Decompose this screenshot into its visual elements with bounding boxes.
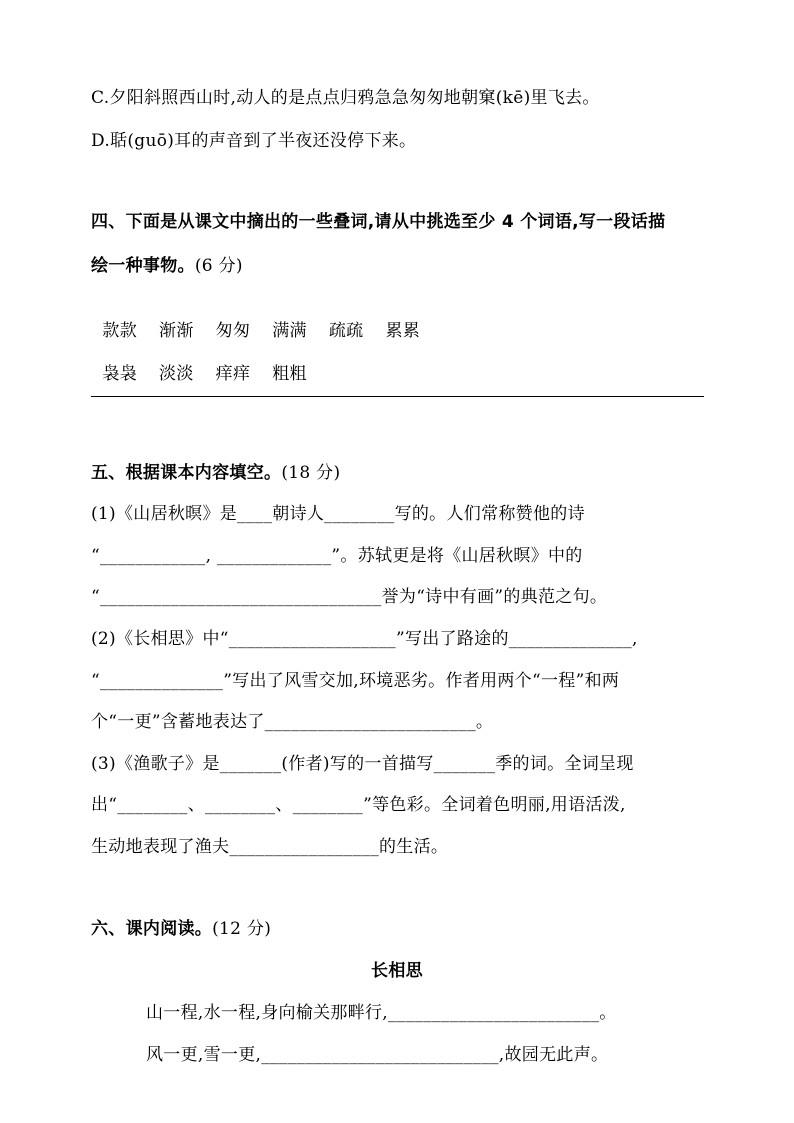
section5-q3-line1: (3)《渔歌子》是_______(作者)写的一首描写_______季的词。全词呈现 (91, 754, 634, 774)
section6-heading-text: 六、课内阅读。 (91, 919, 213, 939)
section4-heading-text: 绘一种事物。 (91, 256, 195, 276)
section5-q1-line3: “________________________________誉为“诗中有画”的典范之句。 (91, 587, 608, 607)
section5-q1-line1: (1)《山居秋暝》是____朝诗人________写的。人们常称赞他的诗 (91, 504, 585, 524)
section5-q2-line3: 个“一更”含蓄地表达了________________________。 (91, 712, 494, 732)
poem-title: 长相思 (371, 961, 423, 981)
section5-q1-line2: “____________, _____________”。苏轼更是将《山居秋暝》中的 (91, 546, 583, 566)
poem-line1: 山一程,水一程,身向榆关那畔行,________________________。 (146, 1003, 617, 1023)
word-item: 渐渐 (159, 321, 194, 341)
word-list-row1 (91, 295, 706, 343)
section5-q2-line2: “______________”写出了风雪交加,环境恶劣。作者用两个“一程”和两 (91, 671, 620, 691)
section5-points: (18 分) (281, 463, 341, 483)
section5-q2-line1: (2)《长相思》中“___________________”写出了路途的______________, (91, 629, 638, 649)
section6-heading (91, 917, 706, 941)
word-item: 疏疏 (328, 321, 364, 341)
section5-heading (91, 461, 706, 485)
poem-line2: 风一更,雪一更,___________________________,故园无此声。 (146, 1045, 609, 1065)
word-item: 款款 (102, 321, 138, 341)
section5-heading-text: 五、根据课本内容填空。 (91, 463, 282, 483)
section5-q3-line3: 生动地表现了渔夫_________________的生活。 (91, 837, 449, 857)
word-item: 匆匆 (215, 321, 251, 341)
word-item: 淡淡 (159, 364, 194, 384)
word-item: 满满 (272, 321, 307, 341)
word-item: 累累 (385, 321, 421, 341)
option-d: D.聒(guō)耳的声音到了半夜还没停下来。 (91, 131, 417, 151)
section5-q3-line2: 出“________、________、________”等色彩。全词着色明丽,用语活泼, (91, 795, 626, 815)
answer-line[interactable] (91, 396, 704, 397)
word-item: 袅袅 (102, 364, 138, 384)
section4-heading-line2 (91, 254, 706, 278)
word-item: 粗粗 (272, 364, 307, 384)
word-item: 痒痒 (215, 364, 251, 384)
section6-points: (12 分) (212, 919, 272, 939)
word-list-row2 (91, 338, 706, 386)
section4-heading-line1: 四、下面是从课文中摘出的一些叠词,请从中挑选至少 4 个词语,写一段话描 (91, 212, 666, 232)
option-c: C.夕阳斜照西山时,动人的是点点归鸦急急匆匆地朝窠(kē)里飞去。 (91, 88, 600, 108)
section4-points: (6 分) (194, 256, 243, 276)
